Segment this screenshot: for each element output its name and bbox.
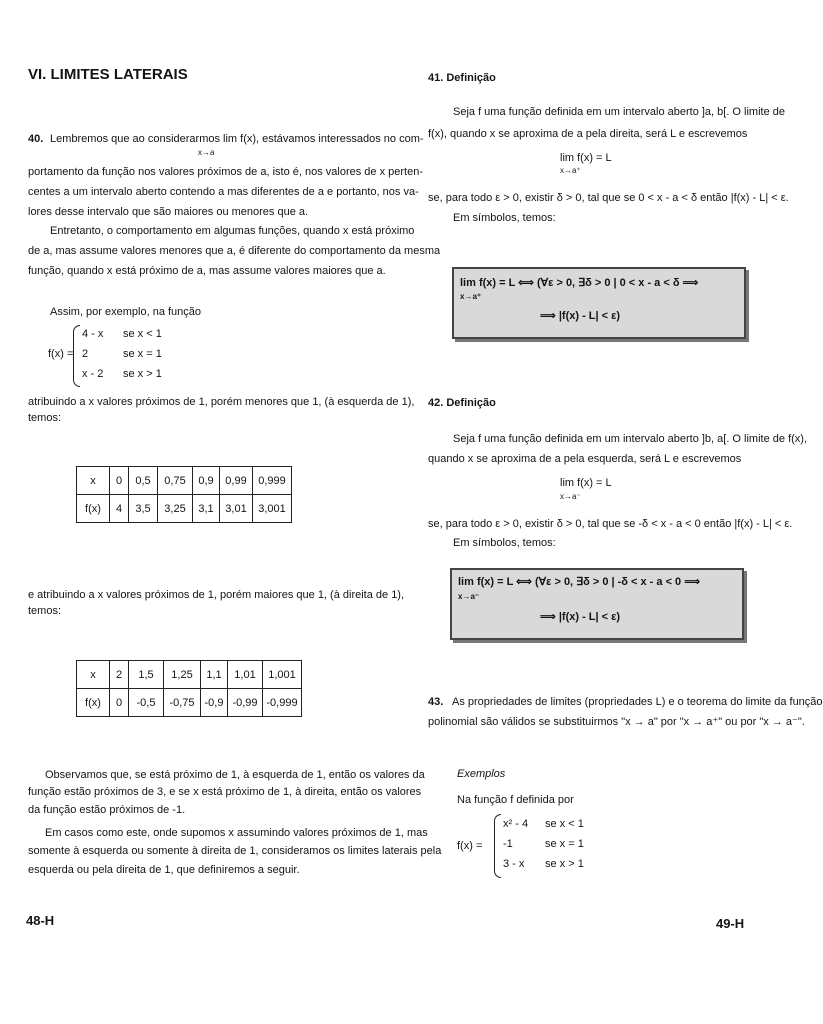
table-cell: -0,99 (228, 689, 263, 717)
right-approach-text-2: temos: (28, 605, 62, 617)
item-42-line-3: se, para todo ε > 0, existir δ > 0, tal que se -δ < x - a < 0 então |f(x) - L| < ε. (428, 518, 793, 530)
item-40-lim-subscript: x→a (198, 148, 215, 157)
right-approach-table (76, 660, 302, 717)
item-40-line-6: de a, mas assume valores menores que a, é diferente do comportamento da mesma (28, 245, 441, 257)
table-cell: 4 (110, 495, 129, 523)
table-cell: 3,5 (129, 495, 158, 523)
piecewise-case-1-cond: se x < 1 (545, 818, 584, 830)
table-cell: -0,999 (263, 689, 302, 717)
examples-intro: Na função f definida por (457, 794, 574, 806)
table-cell: 1,5 (129, 661, 164, 689)
definition-41-box-line-2: ⟹ |f(x) - L| < ε) (540, 310, 621, 322)
item-40-line-7: função, quando x está próximo de a, mas assume valores maiores que a. (28, 265, 386, 277)
table-cell: 3,1 (193, 495, 220, 523)
table-cell: 0,9 (193, 467, 220, 495)
observation-line-2: função estão próximos de 3, e se x está próximo de 1, à direita, então os valores (28, 786, 422, 798)
item-43-line-2: polinomial são válidos se substituirmos "x → a" por "x → a⁺" ou por "x → a⁻". (428, 716, 805, 728)
page-number-left: 48-H (26, 913, 55, 928)
observation-line-5: somente à esquerda ou somente à direita de 1, consideramos os limites laterais pela (28, 845, 442, 857)
item-40-line-5: Entretanto, o comportamento em algumas funções, quando x está próximo (50, 225, 415, 237)
left-approach-table (76, 466, 292, 523)
table-cell: 1,25 (164, 661, 201, 689)
table-cell: -0,75 (164, 689, 201, 717)
table-header-x: x (77, 467, 110, 495)
piecewise-case-2-expr: -1 (503, 838, 513, 850)
item-40-line-2: portamento da função nos valores próximos de a, isto é, nos valores de x perten- (28, 166, 423, 178)
piecewise-case-3-cond: se x > 1 (545, 858, 584, 870)
table-header-fx: f(x) (77, 689, 110, 717)
piecewise-case-1-expr: 4 - x (82, 328, 104, 340)
item-42-title: 42. Definição (428, 397, 496, 409)
left-approach-text-1: atribuindo a x valores próximos de 1, porém menores que 1, (à esquerda de 1), (28, 396, 415, 408)
item-41-line-4: Em símbolos, temos: (453, 212, 556, 224)
definition-42-box-line-2: ⟹ |f(x) - L| < ε) (540, 611, 621, 623)
table-row (77, 689, 302, 717)
observation-line-1: Observamos que, se está próximo de 1, à esquerda de 1, então os valores da (45, 769, 425, 781)
table-cell: 1,001 (263, 661, 302, 689)
item-43-line-1: As propriedades de limites (propriedades L) e o teorema do limite da função (452, 696, 823, 708)
table-cell: 1,1 (201, 661, 228, 689)
table-cell: 1,01 (228, 661, 263, 689)
item-42-line-1: Seja f uma função definida em um intervalo aberto ]b, a[. O limite de f(x), (453, 433, 808, 445)
item-41-title: 41. Definição (428, 72, 496, 84)
table-cell: 3,001 (253, 495, 292, 523)
item-42-lim-expression: lim f(x) = L (560, 477, 612, 489)
piecewise-case-1-cond: se x < 1 (123, 328, 162, 340)
observation-line-4: Em casos como este, onde supomos x assumindo valores próximos de 1, mas (45, 827, 428, 839)
piecewise-label: f(x) = (457, 840, 483, 852)
piecewise-case-2-cond: se x = 1 (123, 348, 162, 360)
item-42-line-2: quando x se aproxima de a pela esquerda, será L e escrevemos (428, 453, 742, 465)
piecewise-label: f(x) = (48, 348, 74, 360)
table-row (77, 467, 292, 495)
item-41-line-3: se, para todo ε > 0, existir δ > 0, tal que se 0 < x - a < δ então |f(x) - L| < ε. (428, 192, 789, 204)
item-41-line-2: f(x), quando x se aproxima de a pela direita, será L e escrevemos (428, 128, 748, 140)
left-approach-text-2: temos: (28, 412, 62, 424)
table-cell: 3,01 (220, 495, 253, 523)
item-41-lim-expression: lim f(x) = L (560, 152, 612, 164)
item-42-line-4: Em símbolos, temos: (453, 537, 556, 549)
table-cell: -0,5 (129, 689, 164, 717)
observation-line-6: esquerda ou pela direita de 1, que definiremos a seguir. (28, 864, 300, 876)
table-header-fx: f(x) (77, 495, 110, 523)
observation-line-3: da função estão próximos de -1. (28, 804, 186, 816)
piecewise-case-2-cond: se x = 1 (545, 838, 584, 850)
piecewise-case-3-expr: x - 2 (82, 368, 104, 380)
item-41-line-1: Seja f uma função definida em um intervalo aberto ]a, b[. O limite de (453, 106, 786, 118)
item-42-lim-subscript: x→a⁻ (560, 492, 581, 501)
table-row (77, 495, 292, 523)
table-cell: 0,999 (253, 467, 292, 495)
example-intro: Assim, por exemplo, na função (50, 306, 202, 318)
item-40-line-1: Lembremos que ao considerarmos lim f(x), estávamos interessados no com- (50, 133, 424, 145)
item-40-number: 40. (28, 133, 44, 145)
table-cell: 0,75 (158, 467, 193, 495)
table-header-x: x (77, 661, 110, 689)
table-cell: -0,9 (201, 689, 228, 717)
definition-42-box-line-1: lim f(x) = L ⟺ (∀ε > 0, ∃δ > 0 | -δ < x - a < 0 ⟹ (458, 576, 700, 588)
piecewise-case-1-expr: x² - 4 (503, 818, 529, 830)
piecewise-case-2-expr: 2 (82, 348, 89, 360)
definition-41-box-subscript: x→a⁺ (460, 292, 482, 301)
table-cell: 0,5 (129, 467, 158, 495)
definition-41-box-line-1: lim f(x) = L ⟺ (∀ε > 0, ∃δ > 0 | 0 < x - a < δ ⟹ (460, 277, 699, 289)
table-cell: 2 (110, 661, 129, 689)
table-cell: 0 (110, 689, 129, 717)
item-40-line-4: lores desse intervalo que são maiores ou menores que a. (28, 206, 309, 218)
item-43-number: 43. (428, 696, 444, 708)
section-title: VI. LIMITES LATERAIS (28, 66, 188, 83)
table-row (77, 661, 302, 689)
piecewise-brace (494, 814, 501, 878)
table-cell: 0 (110, 467, 129, 495)
page-number-right: 49-H (716, 916, 745, 931)
piecewise-case-3-cond: se x > 1 (123, 368, 162, 380)
examples-title: Exemplos (457, 768, 506, 780)
table-cell: 3,25 (158, 495, 193, 523)
right-approach-text-1: e atribuindo a x valores próximos de 1, porém maiores que 1, (à direita de 1), (28, 589, 405, 601)
item-40-line-3: centes a um intervalo aberto contendo a mas diferentes de a e portanto, nos va- (28, 186, 419, 198)
item-41-lim-subscript: x→a⁺ (560, 166, 581, 175)
definition-42-box-subscript: x→a⁻ (458, 592, 480, 601)
piecewise-case-3-expr: 3 - x (503, 858, 525, 870)
piecewise-brace (73, 325, 80, 387)
table-cell: 0,99 (220, 467, 253, 495)
